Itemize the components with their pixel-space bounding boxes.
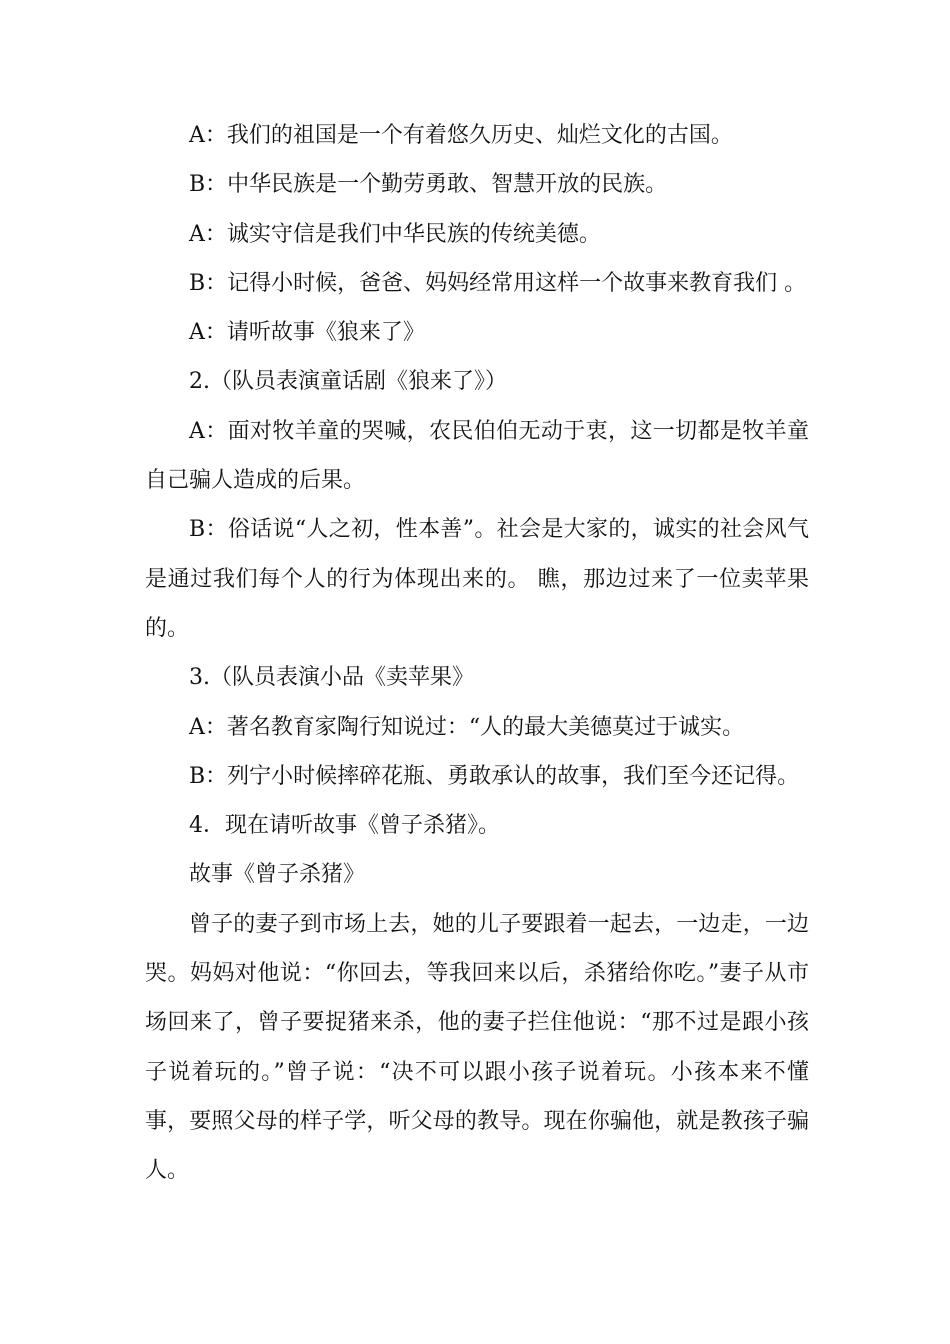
paragraph-dialogue-a-tao-xingzhi: A：著名教育家陶行知说过：“人的最大美德莫过于诚实。 — [189, 714, 745, 740]
paragraph-dialogue-a-honesty: A：诚实守信是我们中华民族的传统美德。 — [189, 221, 601, 247]
paragraph-dialogue-b-lenin: B：列宁小时候摔碎花瓶、勇敢承认的故事，我们至今还记得。 — [189, 763, 800, 789]
paragraph-story-title: 故事《曾子杀猪》 — [189, 862, 366, 888]
paragraph-dialogue-a-motherland: A：我们的祖国是一个有着悠久历史、灿烂文化的古国。 — [189, 123, 733, 148]
paragraph-dialogue-a-wolf-story: A：请听故事《狼来了》 — [189, 320, 425, 346]
paragraph-item-2-wolf-play: 2.（队员表演童话剧《狼来了》） — [189, 369, 507, 395]
paragraph-dialogue-a-shepherd: A：面对牧羊童的哭喊，农民伯伯无动于衷，这一切都是牧羊童自己骗人造成的后果。 — [145, 418, 809, 494]
paragraph-item-4-zengzi: 4．现在请听故事《曾子杀猪》。 — [189, 813, 500, 839]
paragraph-story-body: 曾子的妻子到市场上去，她的儿子要跟着一起去，一边走，一边哭。妈妈对他说：“你回去，等我回来以后，杀猪给你吃。”妻子从市场回来了，曾子要捉猪来杀，他的妻子拦住他说：“那不过是跟小孩子说着玩的。”曾子说：“决不可以跟小孩子说着玩。小孩本来不懂事，要照父母的样子学，听父母的教导。现在你骗他，就是教孩子骗人。 — [145, 911, 809, 1184]
paragraph-dialogue-b-childhood: B：记得小时候，爸爸、妈妈经常用这样一个故事来教育我们 。 — [189, 270, 807, 296]
document-body — [145, 111, 809, 1196]
paragraph-item-3-apple-skit: 3.（队员表演小品《卖苹果》 — [189, 665, 474, 691]
paragraph-dialogue-b-nation: B：中华民族是一个勤劳勇敢、智慧开放的民族。 — [189, 172, 668, 198]
paragraph-dialogue-b-proverb: B：俗话说“人之初，性本善”。社会是大家的，诚实的社会风气是通过我们每个人的行为体现出来的。 瞧，那边过来了一位卖苹果的。 — [145, 517, 809, 641]
